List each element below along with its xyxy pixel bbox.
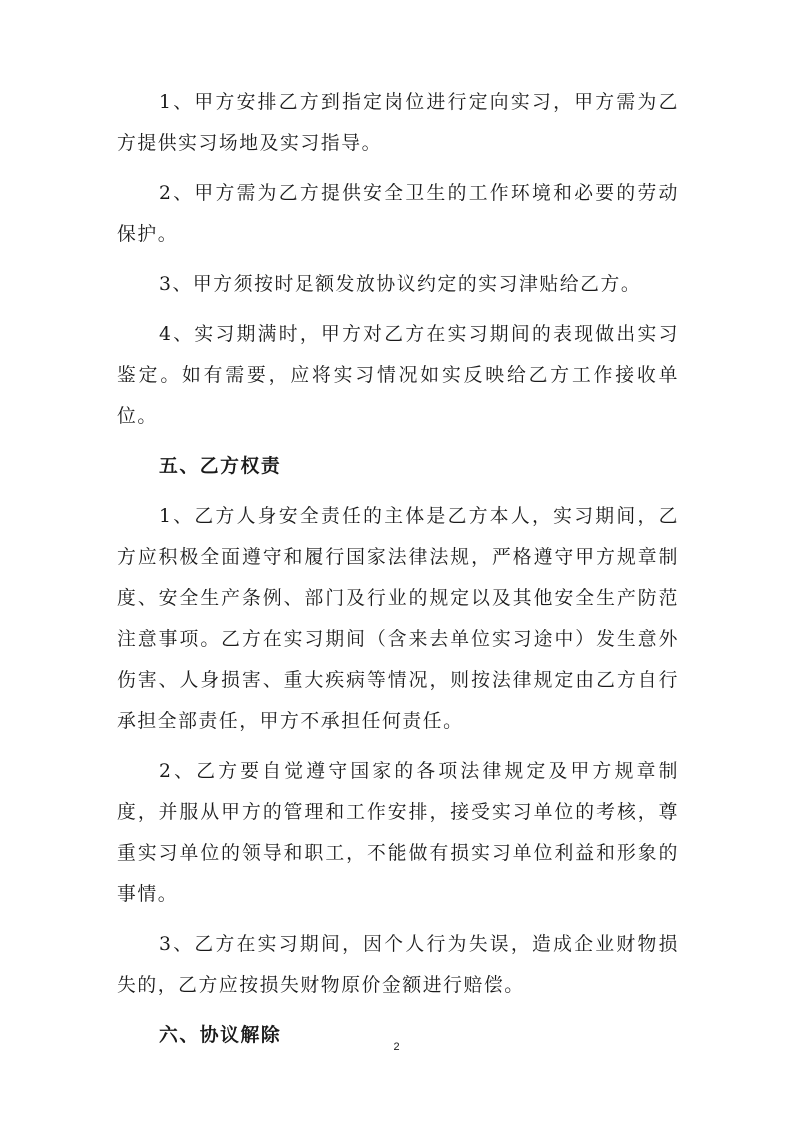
- clause-a-1: 1、甲方安排乙方到指定岗位进行定向实习，甲方需为乙方提供实习场地及实习指导。: [117, 92, 679, 154]
- section-heading-5: 五、乙方权责: [159, 455, 282, 477]
- clause-b-2: 2、乙方要自觉遵守国家的各项法律规定及甲方规章制度，并服从甲方的管理和工作安排，接受实习单位的考核，尊重实习单位的领导和职工，不能做有损实习单位利益和形象的事情。: [117, 761, 679, 905]
- clause-b-3: 3、乙方在实习期间，因个人行为失误，造成企业财物损失的，乙方应按损失财物原价金额进行赔偿。: [117, 934, 679, 996]
- section-heading-6: 六、协议解除: [159, 1024, 282, 1046]
- page-number: 2: [393, 1041, 400, 1053]
- clause-a-2: 2、甲方需为乙方提供安全卫生的工作环境和必要的劳动保护。: [117, 183, 679, 245]
- clause-a-3: 3、甲方须按时足额发放协议约定的实习津贴给乙方。: [159, 274, 642, 295]
- document-body: [117, 82, 679, 1065]
- clause-b-1: 1、乙方人身安全责任的主体是乙方本人，实习期间，乙方应积极全面遵守和履行国家法律法规，严格遵守甲方规章制度、安全生产条例、部门及行业的规定以及其他安全生产防范注意事项。乙方在实习期间（含来去单位实习途中）发生意外伤害、人身损害、重大疾病等情况，则按法律规定由乙方自行承担全部责任，甲方不承担任何责任。: [117, 506, 679, 732]
- clause-a-4: 4、实习期满时，甲方对乙方在实习期间的表现做出实习鉴定。如有需要，应将实习情况如实反映给乙方工作接收单位。: [117, 324, 679, 427]
